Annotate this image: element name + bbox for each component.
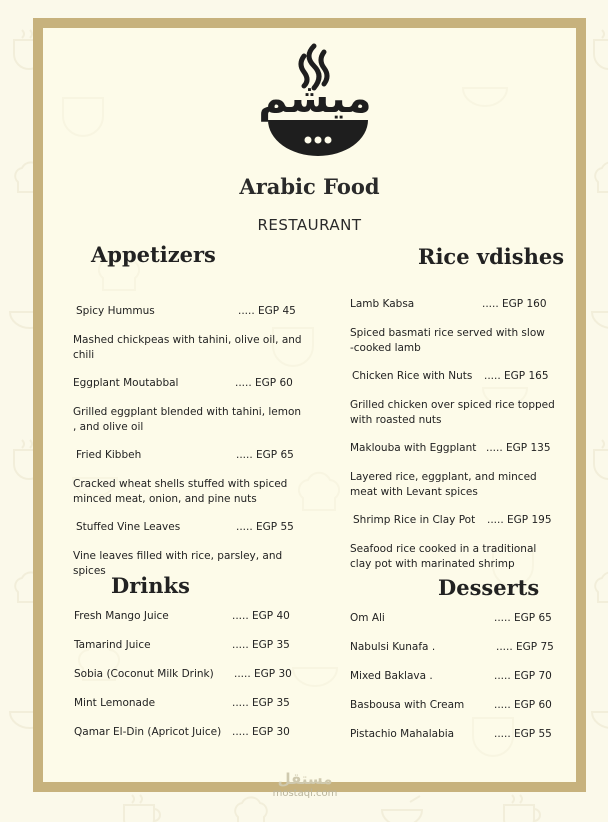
menu-item-name: Mixed Baklava . bbox=[350, 670, 433, 682]
menu-item-price: ..... EGP 165 bbox=[484, 370, 549, 382]
menu-item-description: Cracked wheat shells stuffed with spiced minced meat, onion, and pine nuts bbox=[73, 478, 288, 505]
menu-item-price: ..... EGP 65 bbox=[236, 449, 294, 461]
menu-item-name: Spicy Hummus bbox=[76, 305, 155, 317]
menu-item-price: ..... EGP 30 bbox=[234, 668, 292, 680]
restaurant-subtitle: RESTAURANT bbox=[257, 216, 362, 234]
menu-item-price: ..... EGP 55 bbox=[236, 521, 294, 533]
menu-item-price: ..... EGP 65 bbox=[494, 612, 552, 624]
menu-item-name: Sobia (Coconut Milk Drink) bbox=[74, 668, 214, 680]
desserts-heading: Desserts bbox=[438, 575, 540, 600]
menu-item-price: ..... EGP 45 bbox=[238, 305, 296, 317]
menu-item-name: Pistachio Mahalabia bbox=[350, 728, 455, 740]
menu-item-price: ..... EGP 70 bbox=[494, 670, 552, 682]
menu-item-price: ..... EGP 35 bbox=[232, 639, 290, 651]
menu-item-name: Lamb Kabsa bbox=[350, 298, 415, 310]
menu-item-name: Shrimp Rice in Clay Pot bbox=[353, 514, 476, 526]
appetizers-heading: Appetizers bbox=[91, 242, 216, 267]
menu-item-name: Chicken Rice with Nuts bbox=[352, 370, 473, 382]
menu-item-price: ..... EGP 195 bbox=[487, 514, 552, 526]
menu-item-price: ..... EGP 30 bbox=[232, 726, 290, 738]
menu-item-name: Stuffed Vine Leaves bbox=[76, 521, 181, 533]
menu-item-price: ..... EGP 60 bbox=[494, 699, 552, 711]
menu-item-name: Tamarind Juice bbox=[74, 639, 151, 651]
menu-item-price: ..... EGP 160 bbox=[482, 298, 547, 310]
watermark bbox=[270, 770, 340, 799]
rice-dishes-heading: Rice vdishes bbox=[418, 244, 565, 269]
menu-item-name: Nabulsi Kunafa . bbox=[350, 641, 436, 653]
menu-item-name: Mint Lemonade bbox=[74, 697, 156, 709]
menu-item-description: Seafood rice cooked in a traditional clay pot with marinated shrimp bbox=[350, 543, 537, 570]
menu-item-name: Fresh Mango Juice bbox=[74, 610, 169, 622]
menu-item-name: Maklouba with Eggplant bbox=[350, 442, 477, 454]
drinks-heading: Drinks bbox=[111, 573, 190, 598]
logo-arabic-lettering: ميشم bbox=[258, 76, 372, 122]
menu-item-price: ..... EGP 55 bbox=[494, 728, 552, 740]
menu-item-price: ..... EGP 75 bbox=[496, 641, 554, 653]
restaurant-logo bbox=[248, 42, 382, 162]
menu-item-description: Grilled eggplant blended with tahini, lemon , and olive oil bbox=[73, 406, 302, 433]
menu-item-price: ..... EGP 135 bbox=[486, 442, 551, 454]
restaurant-name: Arabic Food bbox=[239, 174, 380, 199]
menu-item-description: Spiced basmati rice served with slow -cooked lamb bbox=[350, 327, 545, 354]
menu-item-description: Layered rice, eggplant, and minced meat with Levant spices bbox=[350, 471, 537, 498]
menu-item-description: Grilled chicken over spiced rice topped with roasted nuts bbox=[350, 399, 555, 426]
menu-item-name: Eggplant Moutabbal bbox=[73, 377, 179, 389]
menu-item-price: ..... EGP 60 bbox=[235, 377, 293, 389]
menu-item-name: Fried Kibbeh bbox=[76, 449, 142, 461]
menu-item-price: ..... EGP 35 bbox=[232, 697, 290, 709]
menu-item-name: Om Ali bbox=[350, 612, 385, 624]
menu-card bbox=[43, 28, 576, 782]
menu-item-name: Qamar El-Din (Apricot Juice) bbox=[74, 726, 222, 738]
watermark-arabic: مستقل bbox=[277, 770, 333, 788]
menu-item-description: Vine leaves filled with rice, parsley, and spices bbox=[73, 550, 283, 577]
menu-item-price: ..... EGP 40 bbox=[232, 610, 290, 622]
menu-item-description: Mashed chickpeas with tahini, olive oil, and chili bbox=[73, 334, 302, 361]
watermark-latin: mostaql.com bbox=[272, 788, 338, 799]
menu-item-name: Basbousa with Cream bbox=[350, 699, 465, 711]
